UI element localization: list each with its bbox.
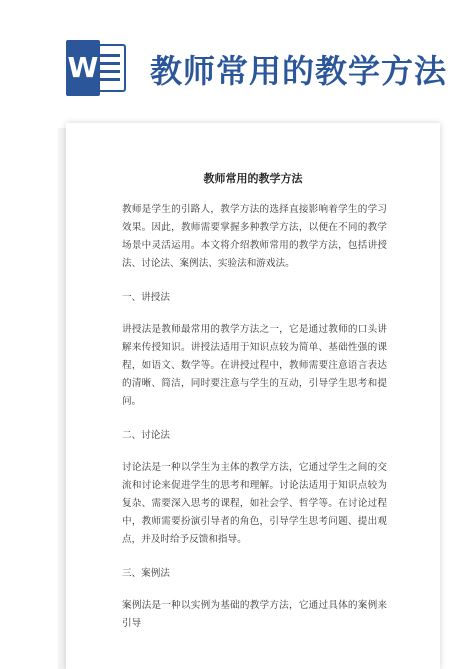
document-body: [122, 201, 387, 649]
section-heading: 一、讲授法: [122, 292, 170, 303]
section-paragraph: 讨论法是一种以学生为主体的教学方法，它通过学生之间的交流和讨论来促进学生的思考和理解。讨论法适用于知识点较为复杂、需要深入思考的课程，如社会学、哲学等。在讨论过程中，教师需要扮演引导者的角色，引导学生思考问题、提出观点，并及时给予反馈和指导。: [122, 462, 387, 545]
document-title: 教师常用的教学方法: [203, 172, 303, 185]
banner: [0, 0, 474, 118]
section-paragraph: 案例法是一种以实例为基础的教学方法，它通过具体的案例来引导: [122, 600, 387, 629]
section-paragraph: 讲授法是教师最常用的教学方法之一，它是通过教师的口头讲解来传授知识。讲授法适用于知识点较为简单、基础性强的课程，如语文、数学等。在讲授过程中，教师需要注意语言表达的清晰、简洁，同时要注意与学生的互动，引导学生思考和提问。: [122, 324, 387, 407]
document-page: [66, 123, 440, 669]
intro-paragraph: 教师是学生的引路人，教学方法的选择直接影响着学生的学习效果。因此，教师需要掌握多种教学方法，以便在不同的教学场景中灵活运用。本文将介绍教师常用的教学方法，包括讲授法、讨论法、案例法、实验法和游戏法。: [122, 204, 387, 269]
banner-title: 教师常用的教学方法: [150, 52, 448, 90]
section-heading: 二、讨论法: [122, 430, 170, 441]
word-logo-letter: W: [66, 40, 100, 96]
section-heading: 三、案例法: [122, 568, 170, 579]
word-icon: [66, 40, 128, 96]
